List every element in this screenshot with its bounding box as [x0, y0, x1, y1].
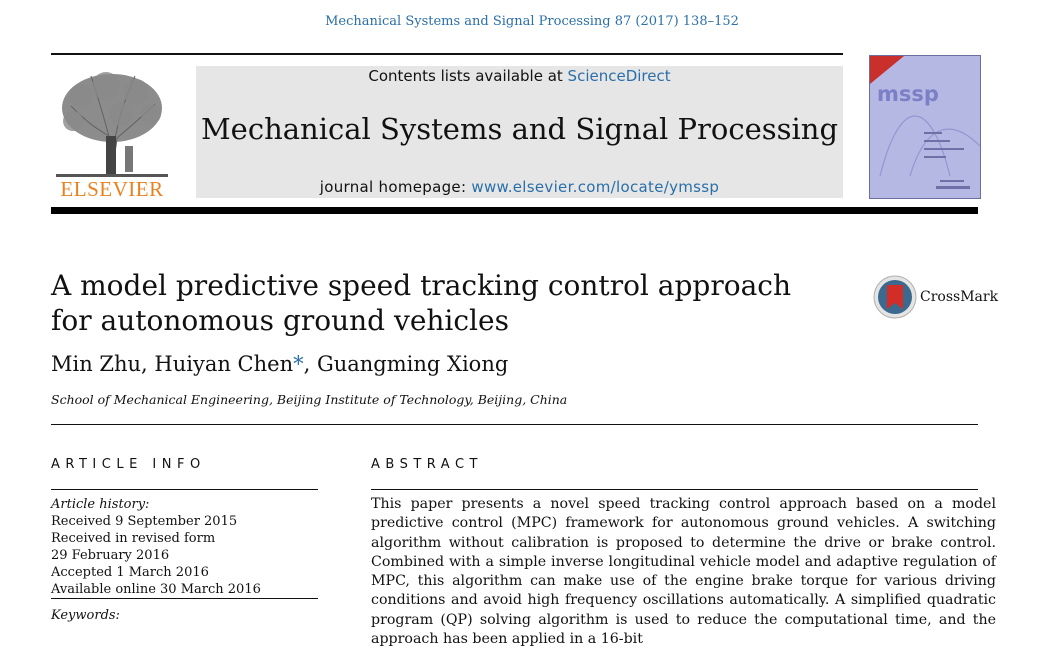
authors-rest: , Guangming Xiong [303, 352, 509, 376]
top-rule [51, 53, 843, 55]
cover-title: mssp [877, 82, 939, 106]
keywords-label: Keywords: [51, 608, 120, 623]
history-label: Article history: [51, 497, 150, 512]
article-info-heading: ARTICLE INFO [51, 457, 206, 472]
sciencedirect-link[interactable]: ScienceDirect [567, 67, 671, 85]
header-thick-rule [51, 207, 978, 214]
authors-first: Min Zhu, Huiyan Chen [51, 352, 294, 376]
abstract-text: This paper presents a novel speed tracking control approach based on a model predictive control (MPC) framework for autonomous ground vehicles. A switching algorithm without calibration is proposed to determine the drive or brake control. Combined with a simple inverse longitudinal vehicle model and adaptive regulation of MPC, this algorithm can make use of the engine brake torque for various driving conditions and avoid high frequency oscillations automatically. A simplified quadratic program (QP) solving algorithm is used to reduce the computational time, and the approach has been applied in a 16-bit [371, 496, 996, 648]
corresponding-author-marker[interactable]: * [293, 352, 304, 376]
homepage-prefix: journal homepage: [319, 178, 472, 196]
history-item: Accepted 1 March 2016 [51, 565, 209, 580]
author-list [51, 352, 508, 376]
crossmark-label[interactable]: CrossMark [920, 289, 999, 305]
history-item: Available online 30 March 2016 [51, 582, 261, 597]
article-title-line1: A model predictive speed tracking control approach [51, 269, 791, 302]
contents-availability [196, 67, 843, 85]
crossmark-icon[interactable] [873, 275, 917, 319]
article-title-line2: for autonomous ground vehicles [51, 304, 509, 337]
history-item: 29 February 2016 [51, 548, 170, 563]
abstract-rule [371, 489, 978, 490]
elsevier-wordmark: ELSEVIER [60, 177, 164, 201]
article-info-rule-top [51, 489, 318, 490]
article-title [51, 268, 791, 338]
affiliation: School of Mechanical Engineering, Beijing Institute of Technology, Beijing, China [51, 392, 568, 407]
history-item: Received in revised form [51, 531, 216, 546]
contents-prefix: Contents lists available at [368, 67, 568, 85]
abstract-heading: ABSTRACT [371, 457, 483, 472]
article-info-rule-bottom [51, 598, 318, 599]
article-history [51, 496, 261, 598]
cover-graphic [870, 56, 982, 200]
journal-homepage [196, 178, 843, 196]
journal-citation: Mechanical Systems and Signal Processing 87 (2017) 138–152 [325, 14, 739, 29]
journal-title: Mechanical Systems and Signal Processing [200, 112, 839, 146]
title-block-rule [51, 424, 978, 425]
history-item: Received 9 September 2015 [51, 514, 238, 529]
homepage-link[interactable]: www.elsevier.com/locate/ymssp [471, 178, 720, 196]
journal-cover-image [869, 55, 981, 199]
